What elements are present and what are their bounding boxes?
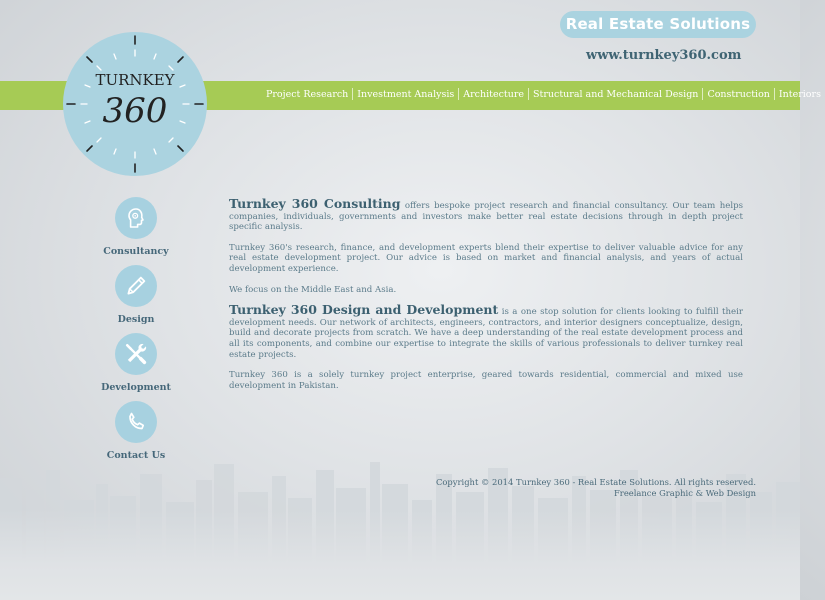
sidebar-item-contact-us[interactable] <box>96 401 176 461</box>
sidebar-item-design[interactable] <box>96 265 176 325</box>
footer <box>436 477 756 499</box>
sidebar-item-label: Design <box>117 314 155 325</box>
turnkey360-logo[interactable] <box>54 30 216 178</box>
consulting-paragraph <box>229 196 743 233</box>
development-circle <box>115 333 157 375</box>
main-navigation <box>262 88 825 100</box>
credit-link[interactable]: Freelance Graphic & Web Design <box>614 488 756 498</box>
sidebar-item-label: Contact Us <box>106 450 166 461</box>
brand-tagline: Real Estate Solutions <box>560 11 756 38</box>
nav-divider <box>774 88 775 100</box>
contact-us-circle <box>115 401 157 443</box>
nav-divider <box>702 88 703 100</box>
main-content <box>229 196 743 401</box>
tools-icon <box>122 340 150 368</box>
sidebar-item-label: Development <box>101 382 171 393</box>
logo-number: 360 <box>102 91 168 131</box>
nav-item-interiors[interactable]: Interiors <box>778 88 821 100</box>
nav-divider <box>528 88 529 100</box>
consultancy-circle <box>115 197 157 239</box>
design-circle <box>115 265 157 307</box>
sidebar-item-development[interactable] <box>96 333 176 393</box>
design-development-paragraph <box>229 302 743 360</box>
design-development-text: is a one stop solution for clients looking to fulfill their development needs. Our network of architects, engineers, contractors, and interior designers conceptualize, design, build and decorate projects from scratch. We have a deep understanding of the real estate development process and all its components, and combine our expertise to integrate the skills of various professionals to deliver turnkey real estate projects. <box>229 307 743 360</box>
head-gears-icon <box>124 206 148 230</box>
site-url[interactable]: www.turnkey360.com <box>586 48 742 63</box>
nav-item-construction[interactable]: Construction <box>707 88 770 100</box>
nav-divider <box>458 88 459 100</box>
copyright-text: Copyright © 2014 Turnkey 360 - Real Estate Solutions. All rights reserved. <box>435 477 756 487</box>
sidebar-item-label: Consultancy <box>103 246 169 257</box>
research-paragraph: Turnkey 360's research, finance, and development experts blend their expertise to deliver valuable advice for any real estate development project. Our advice is based on market and financial analysis, and years of actual development experience. <box>229 242 743 274</box>
design-development-heading: Turnkey 360 Design and Development <box>229 302 499 318</box>
consulting-text: offers bespoke project research and financial consultancy. Our team helps companies, individuals, governments and investors make better real estate decisions through in depth project specific analysis. <box>229 201 743 233</box>
logo-word: TURNKEY <box>95 71 175 89</box>
nav-item-investment-analysis[interactable]: Investment Analysis <box>357 88 455 100</box>
sidebar-item-consultancy[interactable] <box>96 197 176 257</box>
bottom-fade <box>0 510 800 600</box>
nav-item-architecture[interactable]: Architecture <box>463 88 525 100</box>
nav-item-project-research[interactable]: Project Research <box>266 88 349 100</box>
focus-paragraph: We focus on the Middle East and Asia. <box>229 284 397 295</box>
nav-divider <box>352 88 353 100</box>
nav-item-structural-mechanical-design[interactable]: Structural and Mechanical Design <box>533 88 699 100</box>
consulting-heading: Turnkey 360 Consulting <box>229 196 401 211</box>
pencil-icon <box>123 273 149 299</box>
phone-icon <box>124 410 148 434</box>
enterprise-paragraph: Turnkey 360 is a solely turnkey project enterprise, geared towards residential, commercial and mixed use development in Pakistan. <box>229 370 743 391</box>
